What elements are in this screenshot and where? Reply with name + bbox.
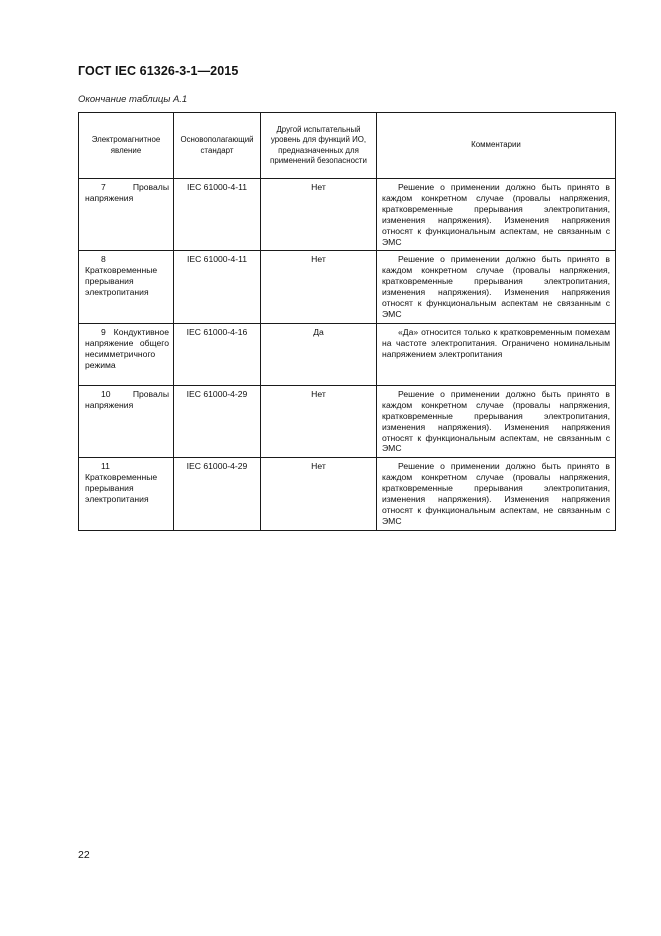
comment-text: Решение о применении должно быть принято в каждом конкретном случае (провалы напряжения, кратковременные прерывания электропитания, изменения напряжения). Изменения напряжения относят к функциональным аспектам, не связанным с ЭМС: [382, 388, 610, 454]
table-caption: Окончание таблицы А.1: [78, 94, 188, 105]
cell-standard: IEC 61000-4-16: [174, 323, 261, 385]
cell-phenomenon: [79, 179, 174, 251]
cell-phenomenon: [79, 323, 174, 385]
cell-comment: [377, 179, 616, 251]
cell-phenomenon: [79, 385, 174, 457]
page-number: 22: [78, 849, 90, 861]
cell-test-level: Нет: [261, 251, 377, 323]
cell-comment: [377, 323, 616, 385]
table-row: [79, 323, 616, 385]
column-header-test-level: Другой испытательный уровень для функций ИО, предназначенных для применений безопасности: [261, 113, 377, 179]
cell-test-level: Нет: [261, 179, 377, 251]
phenomenon-text: 11 Кратковременные прерывания электропитания: [85, 461, 158, 505]
column-header-standard: Основополагающий стандарт: [174, 113, 261, 179]
column-header-phenomenon: Электромагнитное явление: [79, 113, 174, 179]
cell-test-level: Нет: [261, 458, 377, 530]
emc-table: [78, 112, 616, 531]
phenomenon-text: 8 Кратковременные прерывания электропитания: [85, 254, 158, 298]
cell-test-level: Нет: [261, 385, 377, 457]
document-header: ГОСТ IEC 61326-3-1—2015: [78, 64, 239, 78]
comment-text: Решение о применении должно быть принято в каждом конкретном случае (провалы напряжения, кратковременные прерывания электропитания, изменения напряжения). Изменения напряжения относят к функциональным аспектам, не связанным с ЭМС: [382, 182, 610, 247]
cell-standard: IEC 61000-4-11: [174, 251, 261, 323]
comment-text: «Да» относится только к кратковременным помехам на частоте электропитания. Ограничено номинальным напряжением электропитания: [382, 326, 610, 359]
table-row: [79, 458, 616, 530]
cell-phenomenon: [79, 251, 174, 323]
cell-comment: [377, 385, 616, 457]
cell-comment: [377, 251, 616, 323]
table-row: [79, 179, 616, 251]
phenomenon-text: 7 Провалы напряжения: [85, 182, 169, 203]
table-row: [79, 385, 616, 457]
table-header-row: [79, 113, 616, 179]
comment-text: Решение о применении должно быть принято в каждом конкретном случае (провалы напряжения, кратковременные прерывания электропитания, изменения напряжения). Изменения напряжения относят к функциональным аспектам не связанным с ЭМС: [382, 254, 610, 319]
phenomenon-text: 9 Кондуктивное напряжение общего несимметричного режима: [85, 326, 169, 370]
column-header-comments: Комментарии: [377, 113, 616, 179]
table-row: [79, 251, 616, 323]
cell-comment: [377, 458, 616, 530]
phenomenon-text: 10 Провалы напряжения: [85, 388, 169, 410]
cell-phenomenon: [79, 458, 174, 530]
comment-text: Решение о применении должно быть принято в каждом конкретном случае (провалы напряжения, кратковременные прерывания электропитания, изменения напряжения). Изменения напряжения относят к функциональным аспектам, не связанным с ЭМС: [382, 461, 610, 526]
cell-test-level: Да: [261, 323, 377, 385]
cell-standard: IEC 61000-4-11: [174, 179, 261, 251]
cell-standard: IEC 61000-4-29: [174, 385, 261, 457]
cell-standard: IEC 61000-4-29: [174, 458, 261, 530]
